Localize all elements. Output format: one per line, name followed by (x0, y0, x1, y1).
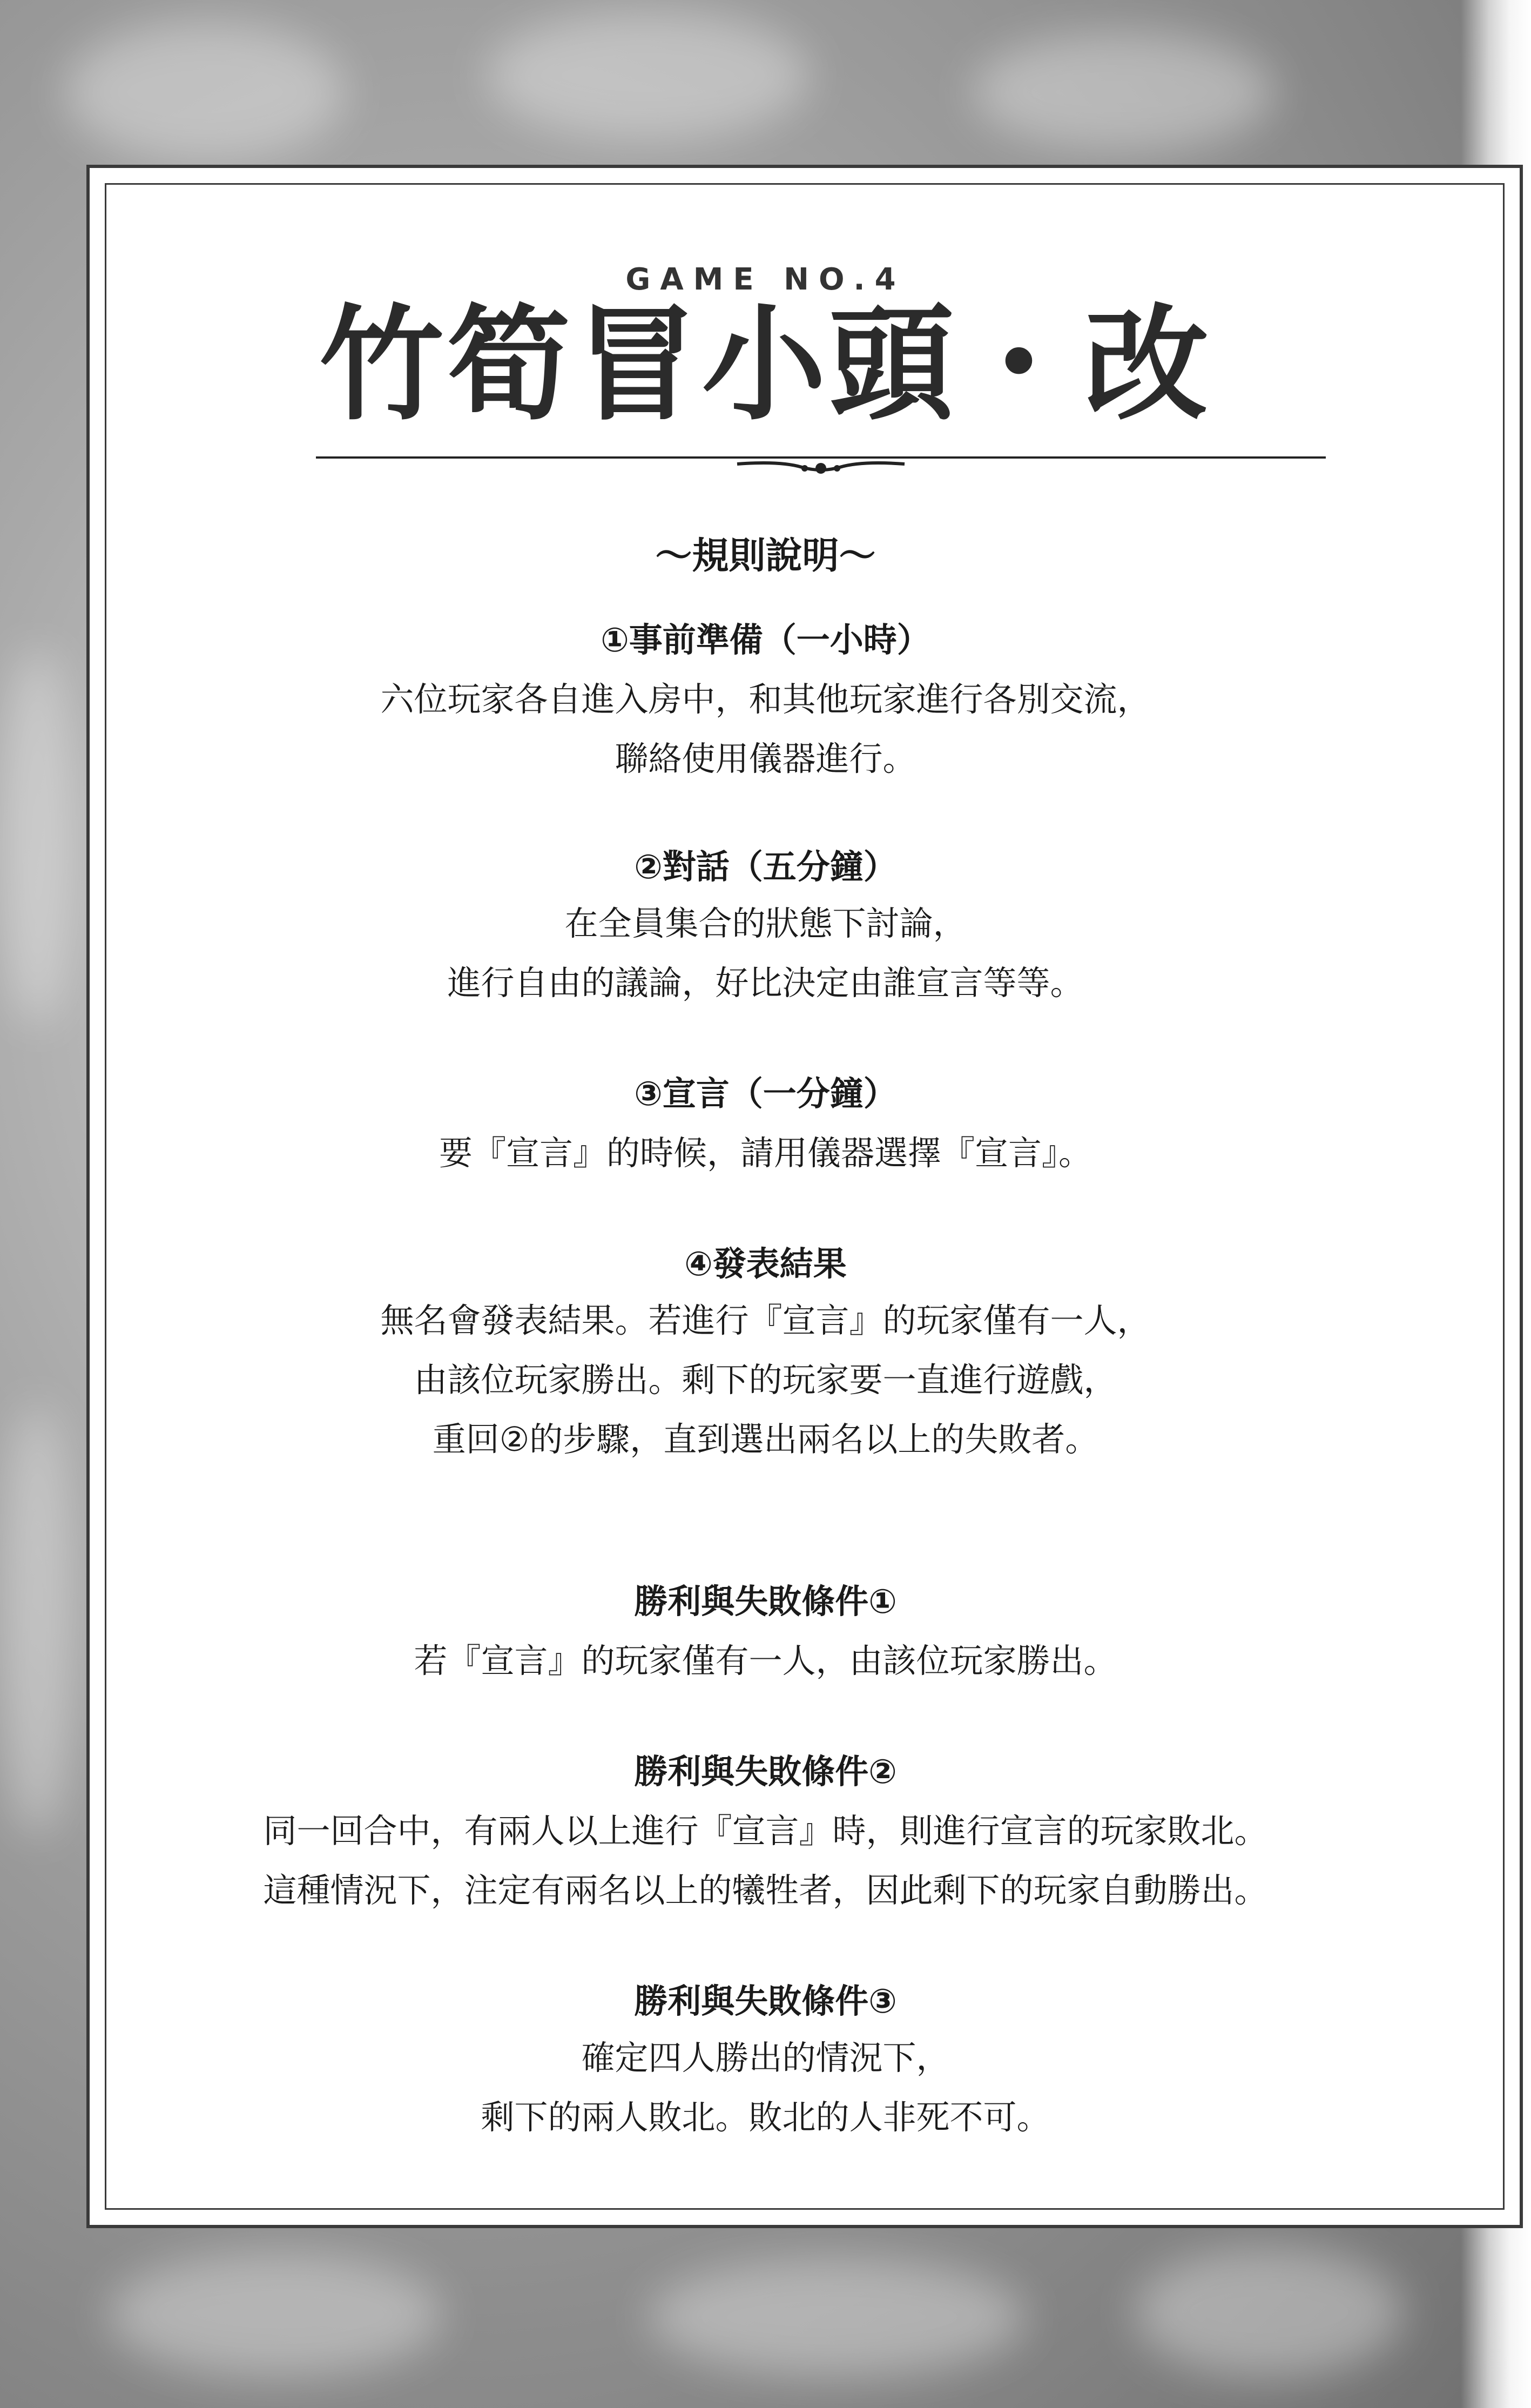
title-divider (316, 446, 1326, 478)
condition-heading-1: 勝利與失敗條件① (634, 1582, 897, 1621)
condition-text: 這種情況下，注定有兩名以上的犧牲者，因此剩下的玩家自動勝出。 (263, 1871, 1268, 1910)
section-heading-dialogue: ②對話（五分鐘） (634, 847, 897, 886)
section-heading-preparation: ①事前準備（一小時） (601, 620, 930, 660)
condition-text: 剩下的兩人敗北。敗北的人非死不可。 (481, 2097, 1050, 2137)
section-text: 由該位玩家勝出。剩下的玩家要一直進行遊戲， (414, 1360, 1117, 1400)
section-heading-results: ④發表結果 (684, 1244, 847, 1283)
section-text: 重回②的步驟，直到選出兩名以上的失敗者。 (432, 1420, 1099, 1459)
game-number: GAME NO.4 (625, 262, 906, 297)
section-text: 無名會發表結果。若進行『宣言』的玩家僅有一人， (380, 1301, 1151, 1340)
section-text: 在全員集合的狀態下討論， (564, 904, 967, 943)
condition-heading-3: 勝利與失敗條件③ (634, 1981, 897, 2021)
page-title: 竹筍冒小頭・改 (319, 292, 1212, 438)
rules-subtitle: ～規則說明～ (655, 534, 876, 577)
section-text: 六位玩家各自進入房中，和其他玩家進行各別交流， (380, 680, 1151, 719)
condition-text: 若『宣言』的玩家僅有一人，由該位玩家勝出。 (414, 1641, 1117, 1680)
condition-text: 同一回合中，有兩人以上進行『宣言』時，則進行宣言的玩家敗北。 (263, 1811, 1268, 1851)
section-heading-declaration: ③宣言（一分鐘） (634, 1074, 897, 1113)
section-text: 聯絡使用儀器進行。 (615, 739, 916, 778)
section-text: 進行自由的議論，好比決定由誰宣言等等。 (447, 963, 1084, 1003)
condition-text: 確定四人勝出的情況下， (581, 2038, 950, 2077)
condition-heading-2: 勝利與失敗條件② (634, 1752, 897, 1791)
section-text: 要『宣言』的時候，請用儀器選擇『宣言』。 (439, 1133, 1092, 1173)
